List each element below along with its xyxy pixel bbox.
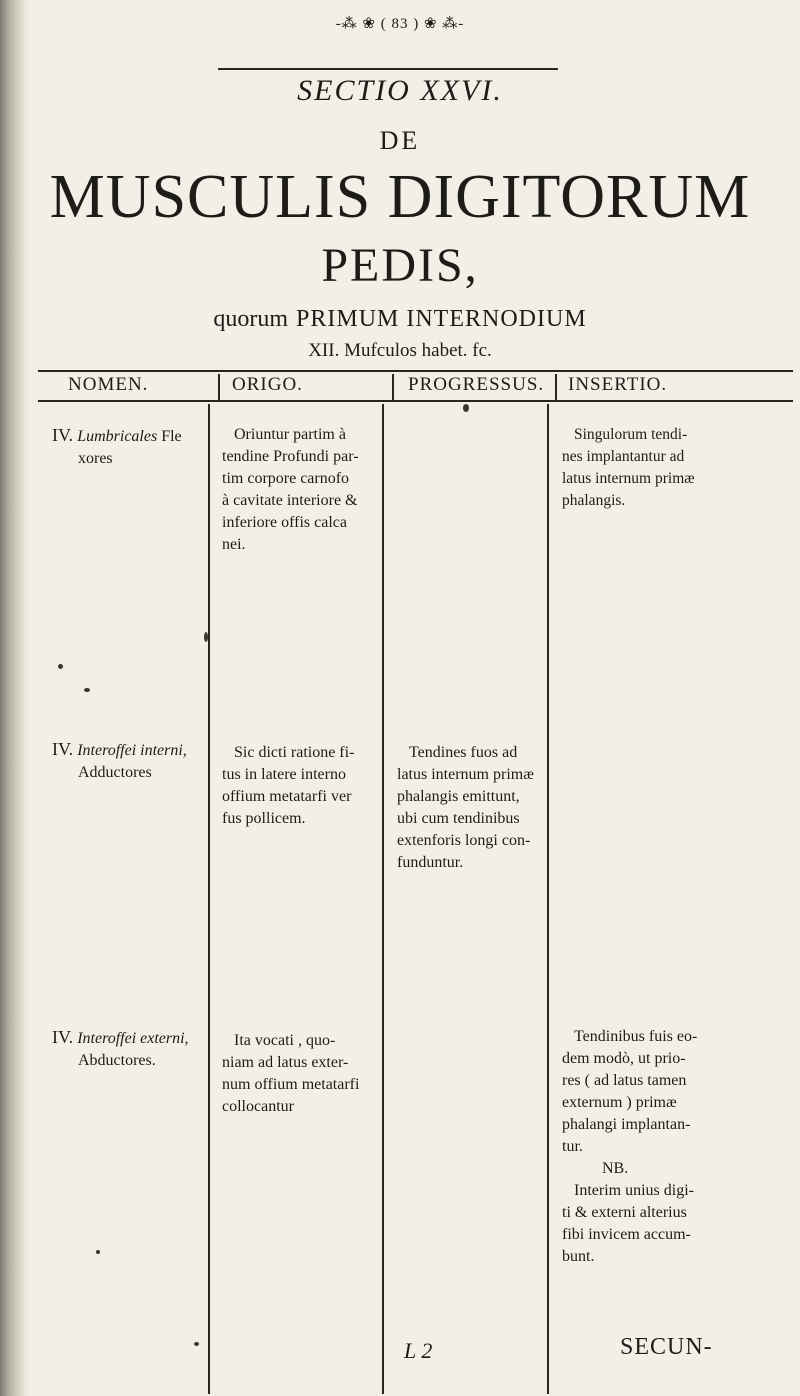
row-3-insertio-line: ti & externi alterius (562, 1204, 687, 1221)
row-1-origo-line: tendine Profundi par- (222, 448, 359, 465)
row-1-number: IV. (52, 425, 74, 445)
row-2-progressus-line: latus internum primæ (397, 766, 534, 783)
row-2-name-line2: Adductores (78, 764, 152, 781)
row-2-progressus-line: Tendines fuos ad (409, 744, 518, 761)
row-1-origo-line: inferiore offis calca (222, 514, 347, 531)
title-de: DE (379, 126, 421, 155)
page-number-ornament: -⁂ ❀ ( 83 ) ❀ ⁂- (335, 16, 465, 32)
row-2-progressus-line: funduntur. (397, 854, 464, 871)
row-3-insertio-line: Tendinibus fuis eo- (574, 1028, 698, 1045)
row-3-name-italic: Interoffei externi, (77, 1030, 189, 1047)
column-header-origo: ORIGO. (232, 374, 303, 395)
row-3-insertio (562, 1026, 796, 1268)
column-rule-3 (547, 404, 549, 1394)
row-1-origo-line: Oriuntur partim à (234, 426, 346, 443)
row-3-name-line2: Abductores. (78, 1052, 156, 1069)
column-header-progressus: PROGRESSUS. (408, 374, 545, 395)
row-2-progressus (397, 742, 547, 874)
row-1-origo-line: nei. (222, 536, 246, 553)
ink-speck (204, 632, 208, 642)
row-1-name-line2: xores (78, 450, 113, 467)
row-2-name-italic: Interoffei interni, (77, 742, 187, 759)
row-1-insertio-line: Singulorum tendi- (574, 426, 688, 443)
column-header-nomen: NOMEN. (68, 374, 149, 395)
quorum-caps: PRIMUM INTERNODIUM (296, 306, 587, 332)
row-3-insertio-line: res ( ad latus tamen (562, 1072, 687, 1089)
top-rule (218, 68, 558, 70)
table-top-rule (38, 370, 793, 372)
section-title: SECTIO XXVI. (297, 74, 503, 107)
row-1-origo-line: tim corpore carnofo (222, 470, 350, 487)
row-3-number: IV. (52, 1027, 74, 1047)
row-2-progressus-line: extenforis longi con- (397, 832, 531, 849)
row-1-name-rest: Fle (161, 428, 182, 445)
ink-speck (58, 664, 63, 669)
row-2-name (52, 738, 207, 784)
ink-speck (194, 1342, 199, 1346)
column-rule-2 (382, 404, 384, 1394)
row-2-origo-line: tus in latere interno (222, 766, 346, 783)
header-divider-1 (218, 374, 220, 400)
row-1-insertio-line: latus internum primæ (562, 470, 695, 487)
quorum-line (0, 306, 800, 333)
row-3-insertio-line: NB. (602, 1160, 629, 1177)
ink-speck (84, 688, 90, 692)
row-3-origo-line: Ita vocati , quo- (234, 1032, 336, 1049)
title-musculis-digitorum: MUSCULIS DIGITORUM (49, 163, 751, 231)
row-2-progressus-line: ubi cum tendinibus (397, 810, 520, 827)
row-2-origo-line: fus pollicem. (222, 810, 306, 827)
row-3-origo-line: niam ad latus exter- (222, 1054, 349, 1071)
column-rule-1 (208, 404, 210, 1394)
row-3-insertio-line: dem modò, ut prio- (562, 1050, 686, 1067)
row-2-origo (222, 742, 382, 830)
row-2-origo-line: Sic dicti ratione fi- (234, 744, 355, 761)
row-1-insertio-line: nes implantantur ad (562, 448, 685, 465)
row-3-name (52, 1026, 207, 1072)
row-1-name-italic: Lumbricales (77, 428, 158, 445)
row-1-origo-line: à cavitate interiore & (222, 492, 358, 509)
row-2-origo-line: offium metatarfi ver (222, 788, 352, 805)
row-1-insertio (562, 424, 796, 512)
row-2-number: IV. (52, 739, 74, 759)
row-3-insertio-line: phalangi implantan- (562, 1116, 691, 1133)
header-divider-3 (555, 374, 557, 400)
row-3-insertio-line: Interim unius digi- (574, 1182, 694, 1199)
row-3-insertio-line: bunt. (562, 1248, 595, 1265)
row-3-insertio-line: externum ) primæ (562, 1094, 677, 1111)
subtitle: XII. Mufculos habet. fc. (308, 340, 492, 361)
row-1-insertio-line: phalangis. (562, 492, 626, 509)
column-header-insertio: INSERTIO. (568, 374, 668, 395)
row-2-progressus-line: phalangis emittunt, (397, 788, 520, 805)
ink-speck (463, 404, 469, 412)
row-1-name (52, 424, 207, 470)
row-3-origo (222, 1030, 382, 1118)
row-3-origo-line: num offium metatarfi (222, 1076, 360, 1093)
table-header-rule (38, 400, 793, 402)
row-3-origo-line: collocantur (222, 1098, 294, 1115)
title-pedis: PEDIS, (321, 239, 479, 292)
catchword: SECUN- (620, 1334, 713, 1360)
row-1-origo (222, 424, 382, 556)
ink-speck (96, 1250, 100, 1254)
quorum-prefix: quorum (213, 306, 288, 332)
row-3-insertio-line: fibi invicem accum- (562, 1226, 691, 1243)
signature-mark: L 2 (404, 1338, 433, 1363)
header-divider-2 (392, 374, 394, 400)
row-3-insertio-line: tur. (562, 1138, 583, 1155)
